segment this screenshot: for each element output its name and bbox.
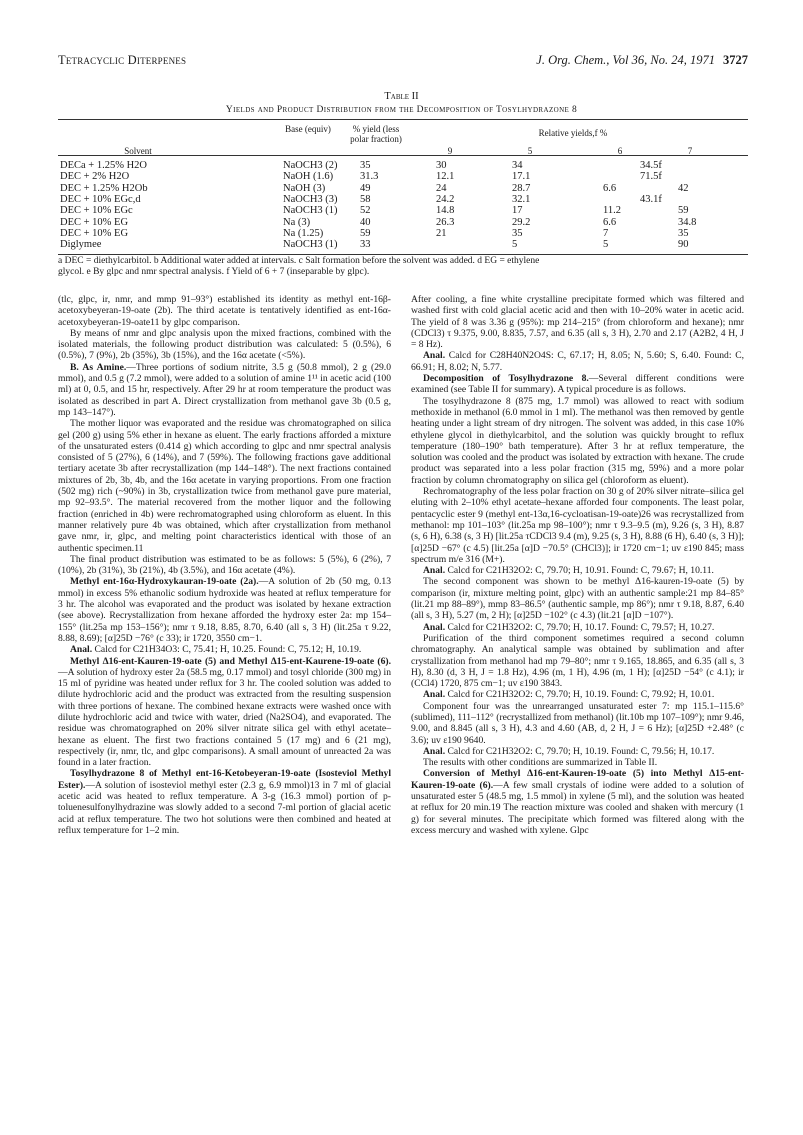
table-row [0, 228, 803, 240]
cell-col-6: 5 [603, 239, 609, 251]
paragraph [58, 554, 391, 577]
cell-col-7: 42 [678, 182, 689, 194]
cell-yield: 52 [360, 205, 371, 217]
cell-col-5: 5 [512, 239, 518, 251]
paragraph [411, 294, 744, 350]
cell-yield: 59 [360, 227, 371, 239]
running-header [58, 53, 748, 71]
paragraph-heading: Decomposition of Tosylhydrazone 8. [423, 373, 589, 385]
cell-yield: 58 [360, 193, 371, 205]
cell-solvent: DEC + 10% EGc,d [60, 193, 141, 205]
paragraph [411, 701, 744, 746]
cell-col-6: 11.2 [603, 205, 621, 217]
paragraph-text: (tlc, glpc, ir, nmr, and mmp 91–93°) established its identity as methyl ent-16β-acetoxybeyeran-19-oate (2b). The third acetate is tentatively identified as ent-16α-acetoxybeyeran-19-oate11 by glpc comparison. [58, 294, 391, 328]
cell-base: Na (3) [283, 216, 311, 228]
cell-base: NaOCH3 (3) [283, 193, 338, 205]
cell-base: NaOCH3 (2) [283, 160, 338, 171]
paragraph [411, 689, 744, 700]
paragraph [411, 373, 744, 396]
paragraph [58, 644, 391, 655]
cell-col-7: 43.1f [640, 193, 662, 205]
running-title: Tetracyclic Diterpenes [58, 53, 187, 67]
cell-col-7: 35 [678, 227, 689, 239]
table-row [0, 171, 803, 183]
table-caption: Yields and Product Distribution from the Decomposition of Tosylhydrazone 8 [225, 105, 578, 115]
cell-solvent: DECa + 1.25% H2O [60, 160, 147, 171]
cell-col-5: 29.2 [512, 216, 531, 228]
cell-col-6: 6.6 [603, 182, 617, 194]
paragraph-text: Calcd for C21H32O2: C, 79.70; H, 10.19. Found: C, 79.92; H, 10.01. [445, 689, 715, 701]
paragraph [411, 746, 744, 757]
paragraph-text: Rechromatography of the less polar fraction on 30 g of 20% silver nitrate–silica gel eluting with 2–10% ethyl acetate–hexane afforded four components. The least polar, pentacyclic ester 9 (methyl ent-13α,16-cycloatisan-19-oate)26 was recrystallized from methanol: mp 101–103° (lit.25a mp 98–100°); nmr τ 9.3–9.5 (m), 9.26 (s, 3 H), 8.87 (s, 6 H), 6.38 (s, 3 H) [lit.25a τCDCl3 9.4 (m), 9.25 (s, 3 H), 8.88 (6 H), 6.40 (s, 3 H)]; [α]25D −67° (c 4.5) [lit.25a [α]D −70.5° (CHCl3)]; ir 1720 cm−1; uv ε190 845; mass spectrum m/e 316 (M+). [411, 486, 744, 565]
paragraph [411, 350, 744, 373]
cell-col-5: 28.7 [512, 182, 531, 194]
cell-solvent: DEC + 10% EG [60, 227, 129, 239]
cell-base: Na (1.25) [283, 227, 324, 239]
paragraph [411, 576, 744, 621]
paragraph [58, 656, 391, 769]
paragraph-text: Calcd for C28H40N2O4S: C, 67.17; H, 8.05; N, 5.60; S, 6.40. Found: C, 66.91; H, 8.02; N, 5.77. [411, 350, 744, 373]
table-footnote-1: a DEC = diethylcarbitol. b Additional water added at intervals. c Salt formation before the solvent was added. d EG = ethylene [58, 256, 540, 266]
paragraph [411, 622, 744, 633]
paragraph-heading: Conversion of Methyl Δ16-ent-Kauren-19-oate (5) into Methyl Δ15-ent-Kauren-19-oate (6). [411, 768, 744, 791]
cell-yield: 33 [360, 239, 371, 251]
cell-solvent: DEC + 2% H2O [60, 171, 130, 183]
right-column [411, 294, 744, 1094]
journal-name: J. Org. Chem., Vol 36, No. 24, 1971 [536, 53, 715, 67]
cell-col-7: 34.5f [640, 160, 662, 171]
paragraph-text: By means of nmr and glpc analysis upon the mixed fractions, combined with the isolated materials, the following product distribution was calculated: 5 (0.5%), 6 (0.5%), 7 (9%), 2b (35%), 3b (15%), and the 16α acetate (<5%). [58, 327, 391, 362]
paragraph [58, 362, 391, 418]
paragraph [58, 294, 391, 328]
cell-col-6: 6.6 [603, 216, 617, 228]
paragraph-heading: Methyl ent-16α-Hydroxykauran-19-oate (2a). [70, 576, 259, 588]
paragraph-text: Calcd for C21H32O2: C, 79.70; H, 10.17. Found: C, 79.57; H, 10.27. [445, 621, 715, 633]
table-footnote-2: glycol. e By glpc and nmr spectral analysis. f Yield of 6 + 7 (inseparable by glpc). [58, 267, 370, 277]
paragraph-text: Component four was the unrearranged unsaturated ester 7: mp 115.1–115.6° (sublimed), 111–112° (recrystallized from methanol) (lit.10b mp 107–109°); nmr 9.46, 9.00, and 8.845 (all s, 3 H), 4.3 and 4.60 (AB, d, 2 H, J = 6 Hz); [α]25D +2.48° (c 3.6); uv ε190 9640. [411, 700, 744, 746]
table-header-rule [58, 155, 748, 156]
header-col-5: 5 [527, 146, 533, 156]
paragraph-heading: Anal. [70, 644, 93, 656]
paragraph-heading: Anal. [423, 745, 446, 757]
paragraph-heading: Anal. [423, 621, 446, 633]
paragraph-text: Purification of the third component sometimes required a second column chromatography. An analytical sample was obtained by sublimation and after crystallization from methanol had mp 79–80°; nmr τ 9.165, 18.865, and 6.35 (all s, 3 H), 8.30 (d, 3 H, J = 1.8 Hz), 4.96 (m, 1 H), 4.96 (m, 1 H); [α]25D −54° (c 4.1); ir (CCl4) 1720, 875 cm−1; uv ε190 3843. [411, 632, 744, 690]
cell-col-5: 32.1 [512, 193, 531, 205]
cell-col-5: 34 [512, 160, 523, 171]
cell-col-9: 14.8 [436, 205, 455, 217]
cell-solvent: Diglymee [60, 239, 102, 251]
cell-col-9: 30 [436, 160, 447, 171]
paragraph [58, 328, 391, 362]
header-solvent: Solvent [124, 146, 152, 156]
table-label: Table II [384, 91, 419, 102]
paragraph-heading: Methyl Δ16-ent-Kauren-19-oate (5) and Methyl Δ15-ent-Kaurene-19-oate (6). [70, 655, 391, 667]
paragraph-heading: Anal. [423, 565, 446, 577]
paragraph-text: Calcd for C21H32O2: C, 79.70; H, 10.91. Found: C, 79.67; H, 10.11. [445, 565, 714, 577]
cell-col-5: 17.1 [512, 171, 531, 183]
cell-col-9: 24 [436, 182, 447, 194]
left-column [58, 294, 391, 1094]
paragraph [411, 768, 744, 836]
cell-base: NaOH (1.6) [283, 171, 334, 183]
cell-base: NaOCH3 (1) [283, 239, 338, 251]
table-row [0, 217, 803, 229]
cell-base: NaOH (3) [283, 182, 326, 194]
cell-solvent: DEC + 1.25% H2Ob [60, 182, 148, 194]
table-row [0, 194, 803, 206]
header-col-6: 6 [617, 146, 623, 156]
cell-col-5: 35 [512, 227, 523, 239]
paragraph-text: —A solution of 2b (50 mg, 0.13 mmol) in excess 5% ethanolic sodium hydroxide was heated at reflux temperature for 3 hr. The alcohol was evaporated and the product was isolated by hexane extraction (see above). Recrystallization from hexane afforded the hydroxy ester 2a: mp 154–155° (lit.25a mp 153–156°); nmr τ 9.18, 8.85, 8.70, 6.40 (all s, 3 H) (lit.25a τ 9.22, 8.88, 8.69); [α]25D −76° (c 33); ir 1720, 3550 cm−1. [58, 576, 391, 644]
paragraph-text: After cooling, a fine white crystalline precipitate formed which was filtered and washed first with cold glacial acetic acid and then with 10–20% water in acetic acid. The yield of 8 was 3.36 g (95%): mp 214–215° (from chloroform and hexane); nmr (CDCl3) τ 9.375, 9.00, 8.835, 7.57, and 6.35 (all s, 3 H), 2.70 and 2.17 (A2B2, 4 H, J = 8 Hz). [411, 294, 744, 351]
table-row [0, 239, 803, 251]
cell-yield: 49 [360, 182, 371, 194]
table-row [0, 183, 803, 195]
cell-solvent: DEC + 10% EG [60, 216, 129, 228]
header-col-7: 7 [687, 146, 693, 156]
cell-col-9: 26.3 [436, 216, 455, 228]
paragraph [411, 396, 744, 486]
header-col-9: 9 [447, 146, 453, 156]
cell-col-5: 17 [512, 205, 523, 217]
paragraph-text: —A solution of hydroxy ester 2a (58.5 mg, 0.17 mmol) and tosyl chloride (300 mg) in 15 ml of pyridine was heated under reflux for 3 hr. The cooled solution was added to dilute hydrochloric acid and the product was extracted from the resulting suspension with three portions of hexane. The combined hexane extracts were washed once with dilute hydrochloric acid and twice with water, dried (Na2SO4), and evaporated. The residue was chromatographed on 20% silver nitrate silica gel with ethyl acetate–hexane as eluent. The first two fractions contained 5 (17 mg) and 6 (21 mg), respectively (ir, nmr, tlc, and glpc comparisons). A small amount of unreacted 2a was found in a later fraction. [58, 666, 391, 769]
paragraph-heading: Tosylhydrazone 8 of Methyl ent-16-Ketobeyeran-19-oate (Isosteviol Methyl Ester). [58, 768, 391, 791]
cell-col-9: 21 [436, 227, 447, 239]
paragraph-heading: Anal. [423, 689, 446, 701]
paragraph-text: Calcd for C21H32O2: C, 79.70; H, 10.19. Found: C, 79.56; H, 10.17. [445, 745, 715, 757]
paragraph-text: —Three portions of sodium nitrite, 3.5 g (50.8 mmol), 2 g (29.0 mmol), and 0.5 g (7.2 mmol), were added to a solution of amine 1¹¹ in acetic acid (100 ml) at 0, 0.5, and 15 hr, respectively. After 29 hr at room temperature the product was isolated as described in part A. Direct crystallization from methanol gave 3b (0.5 g, mp 143–147°). [58, 361, 391, 418]
cell-yield: 35 [360, 160, 371, 171]
cell-yield: 40 [360, 216, 371, 228]
cell-col-7: 71.5f [640, 171, 662, 183]
cell-col-9: 24.2 [436, 193, 455, 205]
header-yield: % yield (less polar fraction) [350, 124, 402, 144]
paragraph-text: —A few small crystals of iodine were added to a solution of unsaturated ester 5 (48.5 mg, 1.5 mmol) in xylene (5 ml), and the solution was heated at reflux for 20 min.19 The reaction mixture was cooled and shaken with mercury (1 g) for several minutes. The precipitate which formed was filtered along with the excess mercury and washed with xylene. Glpc [411, 779, 744, 836]
paragraph-text: The results with other conditions are summarized in Table II. [423, 757, 658, 769]
paragraph [58, 768, 391, 836]
paragraph-heading: B. As Amine. [70, 361, 127, 373]
cell-base: NaOCH3 (1) [283, 205, 338, 217]
paragraph [411, 633, 744, 689]
paragraph-text: The second component was shown to be methyl Δ16-kauren-19-oate (5) by comparison (ir, mixture melting point, glpc) with an authentic sample:21 mp 84–85° (lit.21 mp 88–89°), mmp 83–86.5° (authentic sample, mp 86°); nmr τ 9.18, 8.87, 6.40 (all s, 3 H), 5.27 (m, 2 H); [α]25D −102° (c 4.3) (lit.21 [α]D −107°). [411, 576, 744, 622]
page-number: 3727 [723, 53, 748, 67]
paragraph [58, 576, 391, 644]
table-row [0, 160, 803, 172]
paragraph [411, 486, 744, 565]
header-relative-yields: Relative yields,f % [538, 128, 608, 138]
cell-yield: 31.3 [360, 171, 379, 183]
cell-col-6: 7 [603, 227, 609, 239]
paragraph [411, 757, 744, 768]
table-row [0, 205, 803, 217]
journal-citation [536, 53, 748, 68]
paragraph-text: —Several different conditions were examined (see Table II for summary). A typical procedure is as follows. [411, 373, 744, 396]
table-bottom-rule [58, 254, 748, 255]
cell-col-9: 12.1 [436, 171, 455, 183]
paragraph-text: Calcd for C21H34O3: C, 75.41; H, 10.25. Found: C, 75.12; H, 10.19. [92, 644, 362, 656]
paragraph [58, 418, 391, 554]
paragraph-text: The mother liquor was evaporated and the residue was chromatographed on silica gel (200 g) using 5% ether in hexane as eluent. The early fractions afforded a mixture of the unsaturated esters (0.414 g) which according to glpc and nmr spectral analysis consisted of 5 (27%), 6 (14%), and 7 (59%). The following fractions gave additional tertiary acetate 3b after recrystallization (mp 144–148°). The next fractions contained mixtures of 2b, 3b, 4b, and the 16α acetate in varying proportions. From one fraction (502 mg) rich (~90%) in 3b, crystallization twice from methanol gave pure material, mp 92–93.5°. The material recovered from the mother liquor and the following fraction (enriched in 4b) were rechromatographed using chloroform as eluent. In this manner relatively pure 4b was obtained, which after crystallization from methanol gave nmr, ir, glpc, and melting point characteristics identical with those of an authentic specimen.11 [58, 418, 391, 554]
cell-col-7: 59 [678, 205, 689, 217]
cell-col-7: 90 [678, 239, 689, 251]
cell-col-7: 34.8 [678, 216, 697, 228]
paragraph-text: The final product distribution was estimated to be as follows: 5 (5%), 6 (2%), 7 (10%), 2b (31%), 3b (21%), 4b (3.5%), and 16α acetate (4%). [58, 553, 391, 577]
paragraph-text: —A solution of isosteviol methyl ester (2.3 g, 6.9 mmol)13 in 7 ml of glacial acetic acid was heated to reflux temperature. A 3-g (16.3 mmol) portion of p-toluenesulfonylhydrazine was slowly added to a second 7-ml portion of glacial acetic acid at reflux temperature. The two hot solutions were then combined and heated at reflux temperature for 1–2 min. [58, 779, 391, 836]
table-top-rule [58, 119, 748, 120]
header-base: Base (equiv) [285, 124, 331, 134]
paragraph-heading: Anal. [423, 350, 446, 362]
cell-solvent: DEC + 10% EGc [60, 205, 133, 217]
paragraph-text: The tosylhydrazone 8 (875 mg, 1.7 mmol) was allowed to react with sodium methoxide in methanol (6.0 mmol in 1 ml). The methanol was then removed by gentle heating under a light stream of dry nitrogen. The solvent was added, in this case 10% ethylene glycol in diethylcarbitol, and the solution was quickly brought to reflux temperature (180–190° bath temperature). After 3 hr at reflux temperature, the solution was cooled and the product was isolated by extraction with hexane. The crude product was separated into a less polar fraction (315 mg, 59%) and a more polar fraction by column chromatography on silica gel (chloroform as eluent). [411, 395, 744, 486]
paragraph [411, 565, 744, 576]
